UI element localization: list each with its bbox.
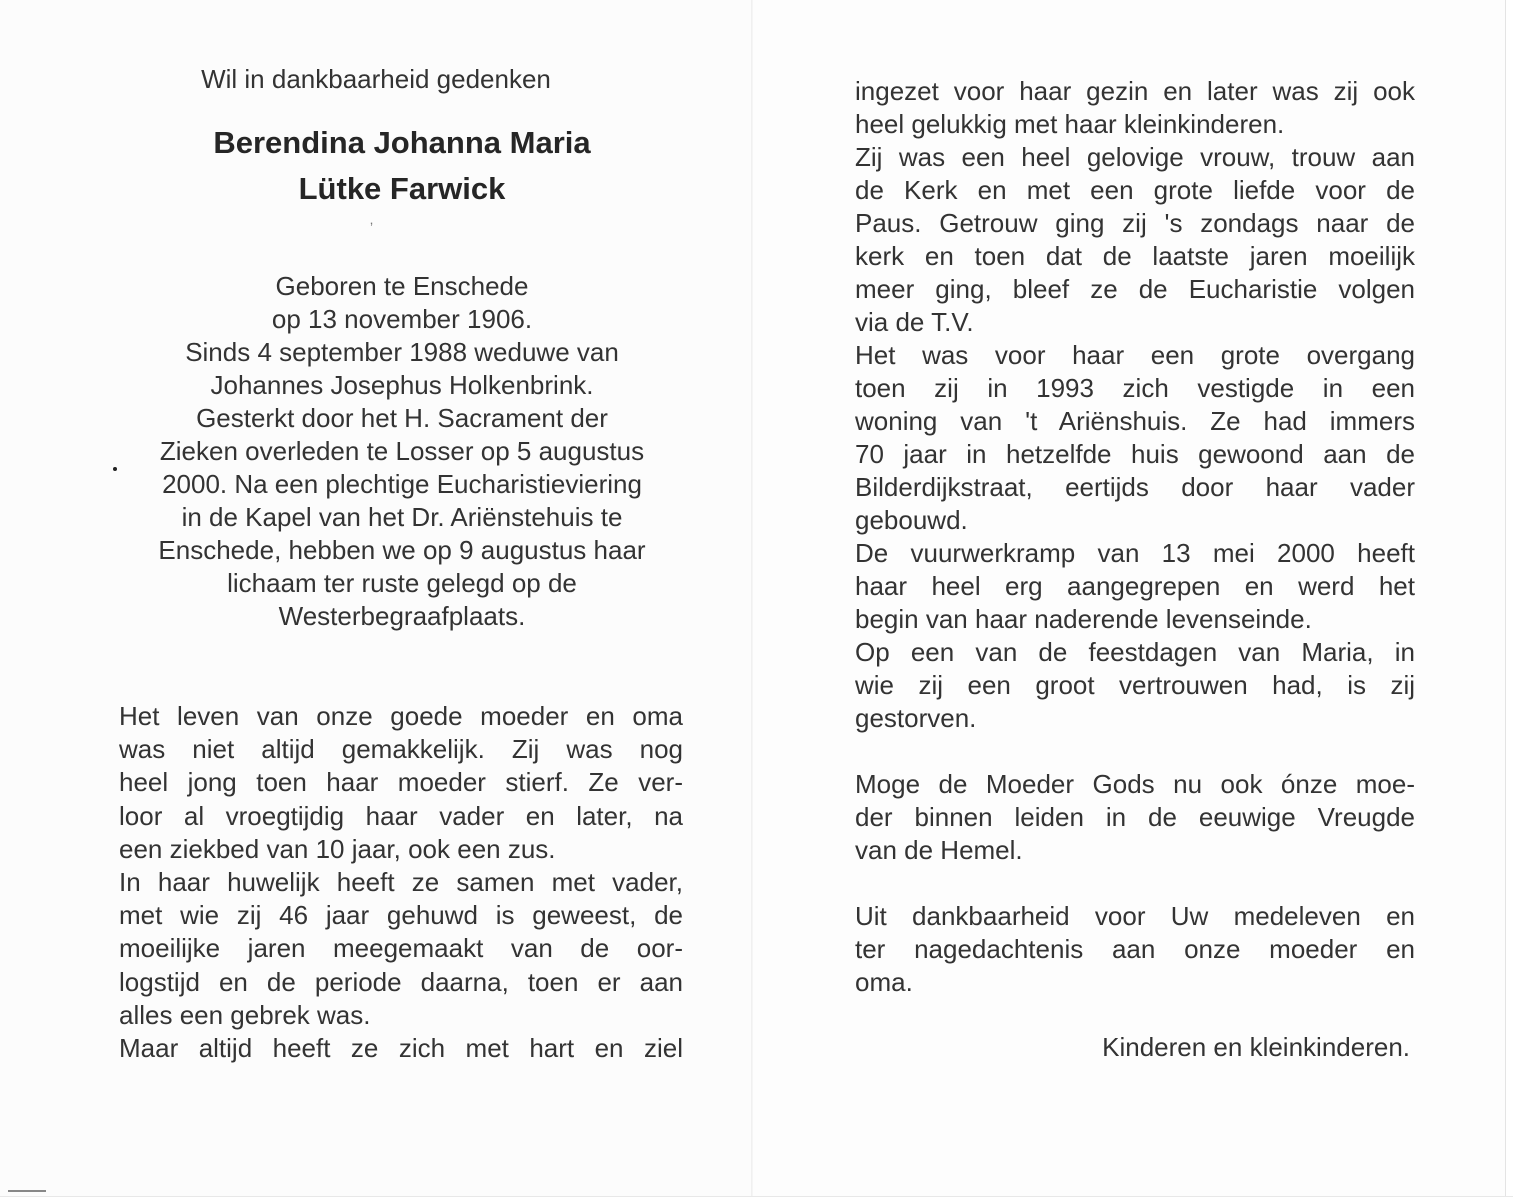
text-line: ingezet voor haar gezin en later was zij ook: [855, 76, 1415, 106]
text-line: loor al vroegtijdig haar vader en later, na: [119, 800, 683, 831]
text-line: Bilderdijkstraat, eertijds door haar vader: [855, 472, 1415, 502]
text-line: woning van 't Ariënshuis. Ze had immers: [855, 406, 1415, 436]
text-line: logstijd en de periode daarna, toen er aan: [119, 966, 683, 997]
text-line: met wie zij 46 jaar gehuwd is geweest, de: [119, 900, 683, 931]
bio-line: Gesterkt door het H. Sacrament der: [196, 403, 608, 433]
text-line: ter nagedachtenis aan onze moeder en: [855, 934, 1415, 964]
bio-line: lichaam ter ruste gelegd op de: [227, 568, 577, 598]
text-line: gebouwd.: [855, 505, 968, 535]
paragraph-gap: [855, 735, 1415, 768]
text-line: Op een van de feestdagen van Maria, in: [855, 637, 1415, 667]
text-line: kerk en toen dat de laatste jaren moeilijk: [855, 241, 1415, 271]
signature: Kinderen en kleinkinderen.: [1102, 1032, 1410, 1062]
cross-mark: ʼ: [370, 220, 374, 236]
bio-line: Zieken overleden te Losser op 5 augustus: [159, 436, 645, 466]
bio-line: Geboren te Enschede: [275, 271, 529, 301]
name-line-1: Berendina Johanna Maria: [213, 125, 591, 160]
left-body-text: [119, 700, 683, 1065]
scan-mark: [8, 1190, 46, 1192]
text-line: heel jong toen haar moeder stierf. Ze ver-: [119, 767, 683, 798]
text-line: der binnen leiden in de eeuwige Vreugde: [855, 802, 1415, 832]
text-line: een ziekbed van 10 jaar, ook een zus.: [119, 833, 556, 864]
text-line: gestorven.: [855, 703, 977, 733]
text-line: alles een gebrek was.: [119, 999, 371, 1030]
page-edge: [1505, 0, 1513, 1200]
intro-line: Wil in dankbaarheid gedenken: [201, 64, 551, 94]
bio-line: Sinds 4 september 1988 weduwe van: [185, 337, 619, 367]
text-line: oma.: [855, 967, 913, 997]
text-line: wie zij een groot vertrouwen had, is zij: [855, 670, 1415, 700]
name-line-2: Lütke Farwick: [298, 171, 506, 206]
bio-line: Enschede, hebben we op 9 augustus haar: [158, 535, 646, 565]
page-bottom-edge: [0, 1196, 1513, 1201]
text-line: 70 jaar in hetzelfde huis gewoond aan de: [855, 439, 1415, 469]
text-line: Maar altijd heeft ze zich met hart en ziel: [119, 1032, 683, 1063]
text-line: Het was voor haar een grote overgang: [855, 340, 1415, 370]
text-line: Paus. Getrouw ging zij 's zondags naar de: [855, 208, 1415, 238]
text-line: heel gelukkig met haar kleinkinderen.: [855, 109, 1285, 139]
text-line: was niet altijd gemakkelijk. Zij was nog: [119, 734, 683, 765]
text-line: de Kerk en met een grote liefde voor de: [855, 175, 1415, 205]
text-line: De vuurwerkramp van 13 mei 2000 heeft: [855, 538, 1415, 568]
paragraph-gap: [855, 867, 1415, 900]
text-line: meer ging, bleef ze de Eucharistie volgen: [855, 274, 1415, 304]
text-line: In haar huwelijk heeft ze samen met vader,: [119, 866, 683, 897]
text-line: Zij was een heel gelovige vrouw, trouw aan: [855, 142, 1415, 172]
bio-line: in de Kapel van het Dr. Ariënstehuis te: [181, 502, 623, 532]
bio-line: Westerbegraafplaats.: [278, 601, 526, 631]
bio-line: Johannes Josephus Holkenbrink.: [210, 370, 594, 400]
text-line: moeilijke jaren meegemaakt van de oor-: [119, 933, 683, 964]
deceased-name: [0, 120, 804, 212]
text-line: via de T.V.: [855, 307, 974, 337]
right-body-text: [855, 75, 1415, 999]
bio-line: op 13 november 1906.: [271, 304, 533, 334]
ink-dot: [113, 467, 117, 471]
text-line: van de Hemel.: [855, 835, 1023, 865]
text-line: toen zij in 1993 zich vestigde in een: [855, 373, 1415, 403]
text-line: haar heel erg aangegrepen en werd het: [855, 571, 1415, 601]
text-line: begin van haar naderende levenseinde.: [855, 604, 1312, 634]
bio-line: 2000. Na een plechtige Eucharistieviering: [162, 469, 642, 499]
biography-block: [0, 270, 804, 633]
text-line: Moge de Moeder Gods nu ook ónze moe-: [855, 769, 1415, 799]
text-line: Uit dankbaarheid voor Uw medeleven en: [855, 901, 1415, 931]
left-page: [0, 0, 752, 1196]
text-line: Het leven van onze goede moeder en oma: [119, 701, 683, 731]
